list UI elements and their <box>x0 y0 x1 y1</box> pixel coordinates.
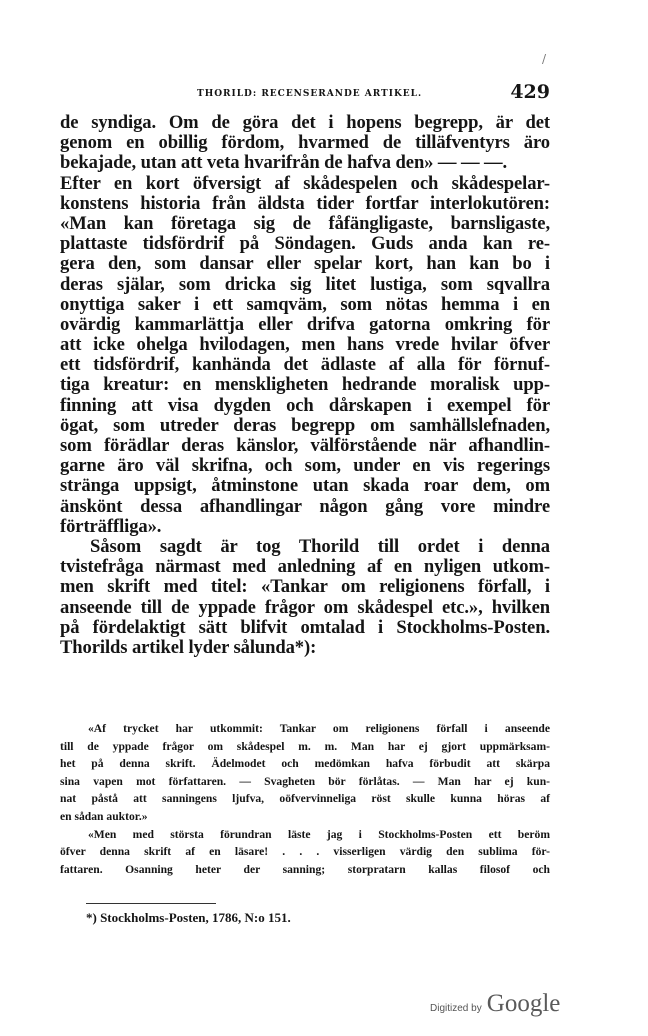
note-line: «Men med största förundran läste jag i Stockholms-Posten ett beröm <box>88 827 550 841</box>
text-line: Efter en kort öfversigt af skådespelen och skådespelar- <box>60 172 550 194</box>
text-line: garne äro väl skrifna, och som, under en vis regerings <box>60 455 550 477</box>
text-line: «Man kan företaga sig de fåfängligaste, barnsligaste, <box>60 212 550 234</box>
text-line: ögat, som utreder deras begrepp om samhällslefnaden, <box>60 414 550 436</box>
text-line: tiga kreatur: en menskligheten hedrande moralisk upp- <box>60 374 550 396</box>
text-line: bekajade, utan att veta hvarifrån de hafva den» — — —. <box>60 152 508 174</box>
main-text <box>60 113 550 658</box>
text-line: ovärdig kammarlättja eller drifva gatorna omkring för <box>60 313 550 335</box>
text-line: änskönt dessa afhandlingar någon gång vore mindre <box>60 495 550 517</box>
text-line: genom en obillig fördom, hvarmed de tilläfventyrs äro <box>60 132 550 154</box>
text-line: på fördelaktigt sätt blifvit omtalad i Stockholms-Posten. <box>60 616 550 638</box>
text-line: deras själar, som dricka sig litet lustiga, som sqvallra <box>60 273 550 295</box>
footnote: *) Stockholms-Posten, 1786, N:o 151. <box>86 910 291 925</box>
watermark-prefix: Digitized by <box>430 1003 482 1014</box>
page-header <box>60 82 548 104</box>
google-logo: Google <box>486 990 561 1017</box>
text-line: gera den, som dansar eller spelar kort, han kan bo i <box>60 253 550 275</box>
corner-pencil-mark: / <box>542 52 547 66</box>
note-line: en sådan auktor.» <box>60 809 148 823</box>
note-line: fattaren. Osanning heter der sanning; storpratarn kallas filosof och <box>60 862 550 876</box>
note-line: nat påstå att sanningens ljufva, oöfvervinneliga röst skulle kunna höras af <box>60 792 550 806</box>
text-line: förträffliga». <box>60 515 162 537</box>
note-line: öfver denna skrift af en läsare! . . . visserligen värdig den sublima för- <box>60 845 550 859</box>
text-line: Thorilds artikel lyder sålunda*): <box>60 636 317 658</box>
note-line: sina vapen mot författaren. — Svagheten bör förlåtas. — Man har ej kun- <box>60 774 550 788</box>
text-line: finning att visa dygden och dårskapen i exempel för <box>60 394 550 416</box>
text-line: tvistefråga närmast med anledning af en nyligen utkom- <box>60 556 550 578</box>
note-line: het på denna skrift. Ädelmodet och medömkan hafva förbudit att skärpa <box>60 757 550 771</box>
text-line: Såsom sagdt är tog Thorild till ordet i denna <box>90 535 550 557</box>
text-line: som förädlar deras känslor, välförstående när afhandlin- <box>60 435 550 456</box>
digitization-watermark <box>430 990 560 1018</box>
page-number: 429 <box>510 81 550 103</box>
text-line: konstens historia från äldsta tider fortfar interlokutören: <box>60 192 550 214</box>
footnote-divider <box>86 903 216 904</box>
text-line: onyttiga saker i ett samqväm, som nötas hemma i en <box>60 293 550 315</box>
text-line: ett tidsfördrif, kanhända det ädlaste af alla för förnuf- <box>60 354 550 376</box>
text-line: de syndiga. Om de göra det i hopens begrepp, är det <box>60 112 550 133</box>
running-title: THORILD: RECENSERANDE ARTIKEL. <box>197 89 423 99</box>
text-line: plattaste tidsfördrif på Söndagen. Guds anda kan re- <box>60 233 550 255</box>
text-line: anseende till de yppade frågor om skådespel etc.», hvilken <box>60 596 550 618</box>
note-line: «Af trycket har utkommit: Tankar om religionens förfall i anseende <box>88 722 550 735</box>
quoted-article <box>60 720 550 878</box>
text-line: att icke ohelga hvilodagen, men hans vrede hvilar öfver <box>60 334 550 356</box>
text-line: stränga uppsigt, åtminstone utan skada roar dem, om <box>60 475 550 497</box>
note-line: till de yppade frågor om skådespel m. m. Man har ej gjort uppmärksam- <box>60 739 550 753</box>
text-line: men skrift med titel: «Tankar om religionens förfall, i <box>60 576 550 598</box>
